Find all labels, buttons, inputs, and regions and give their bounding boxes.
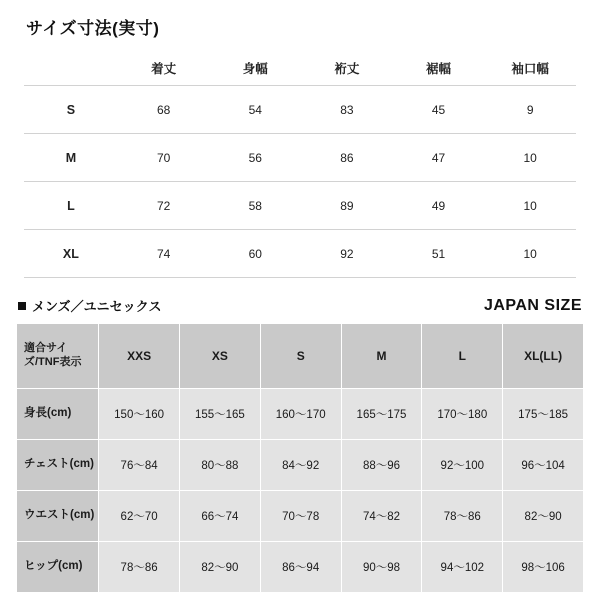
table-header-row (24, 51, 576, 86)
cell-value: 94〜102 (422, 542, 503, 593)
cell-value: 74〜82 (341, 491, 422, 542)
cell-value: 88〜96 (341, 440, 422, 491)
cell-value: 54 (248, 102, 262, 117)
row-header-height: 身長(cm) (17, 389, 99, 440)
cell-value: 72 (156, 198, 171, 213)
column-header-l: L (422, 324, 503, 389)
cell-value: 78〜86 (99, 542, 180, 593)
japan-size-table (16, 323, 584, 593)
cell-value: 45 (431, 102, 446, 117)
japan-size-section (0, 296, 600, 593)
cell-value: 70 (156, 150, 171, 165)
cell-value: 160〜170 (260, 389, 341, 440)
column-header-yukitake: 裄丈 (334, 62, 360, 76)
cell-value: 62〜70 (99, 491, 180, 542)
column-header-mihaba: 身幅 (242, 62, 268, 76)
cell-value: 47 (431, 150, 446, 165)
cell-value: 82〜90 (503, 491, 584, 542)
table-header-row (17, 324, 584, 389)
cell-value: 98〜106 (503, 542, 584, 593)
column-header-xxs: XXS (99, 324, 180, 389)
column-header-fit-size: 適合サイズ/TNF表示 (17, 324, 99, 389)
cell-value: 76〜84 (99, 440, 180, 491)
mens-unisex-label-group (18, 296, 161, 315)
cell-value: 92 (340, 246, 354, 261)
black-square-icon (18, 302, 26, 310)
table-row (17, 542, 584, 593)
row-header-hip: ヒップ(cm) (17, 542, 99, 593)
cell-value: 56 (248, 150, 262, 165)
mens-unisex-label: メンズ／ユニセックス (32, 299, 162, 314)
table-row (24, 230, 576, 278)
row-header-size: S (66, 102, 76, 117)
cell-value: 92〜100 (422, 440, 503, 491)
page-title: サイズ寸法(実寸) (26, 19, 160, 38)
table-row (24, 182, 576, 230)
column-header-sodeguchihaba: 袖口幅 (511, 62, 549, 76)
cell-value: 9 (526, 102, 534, 117)
column-header-m: M (341, 324, 422, 389)
column-header-s: S (260, 324, 341, 389)
cell-value: 82〜90 (180, 542, 261, 593)
cell-value: 70〜78 (260, 491, 341, 542)
table-row (24, 134, 576, 182)
table-row (17, 389, 584, 440)
cell-value: 51 (431, 246, 446, 261)
table-row (17, 440, 584, 491)
table-row (17, 491, 584, 542)
column-header-susohaba: 裾幅 (426, 62, 452, 76)
cell-value: 10 (523, 150, 537, 165)
cell-value: 60 (248, 246, 262, 261)
cell-value: 170〜180 (422, 389, 503, 440)
cell-value: 86〜94 (260, 542, 341, 593)
row-header-chest: チェスト(cm) (17, 440, 99, 491)
cell-value: 58 (248, 198, 262, 213)
row-header-size: M (65, 150, 77, 165)
cell-value: 74 (156, 246, 171, 261)
table-row (24, 86, 576, 134)
japan-size-title: JAPAN SIZE (483, 296, 582, 314)
column-header-kitake: 着丈 (151, 62, 177, 76)
row-header-size: L (67, 198, 75, 213)
cell-value: 66〜74 (180, 491, 261, 542)
cell-value: 80〜88 (180, 440, 261, 491)
cell-value: 90〜98 (341, 542, 422, 593)
cell-value: 89 (340, 198, 354, 213)
actual-measurements-table (24, 51, 576, 278)
column-header-xl: XL(LL) (503, 324, 584, 389)
cell-value: 165〜175 (341, 389, 422, 440)
cell-value: 83 (340, 102, 354, 117)
cell-value: 10 (523, 198, 537, 213)
cell-value: 84〜92 (260, 440, 341, 491)
cell-value: 49 (431, 198, 446, 213)
cell-value: 175〜185 (503, 389, 584, 440)
row-header-waist: ウエスト(cm) (17, 491, 99, 542)
cell-value: 150〜160 (99, 389, 180, 440)
column-header-xs: XS (180, 324, 261, 389)
row-header-size: XL (62, 246, 79, 261)
cell-value: 155〜165 (180, 389, 261, 440)
column-header-corner (24, 51, 118, 86)
cell-value: 96〜104 (503, 440, 584, 491)
cell-value: 78〜86 (422, 491, 503, 542)
cell-value: 10 (523, 246, 537, 261)
cell-value: 86 (340, 150, 354, 165)
japan-size-heading (16, 296, 584, 323)
actual-measurements-section (0, 0, 600, 278)
cell-value: 68 (156, 102, 171, 117)
